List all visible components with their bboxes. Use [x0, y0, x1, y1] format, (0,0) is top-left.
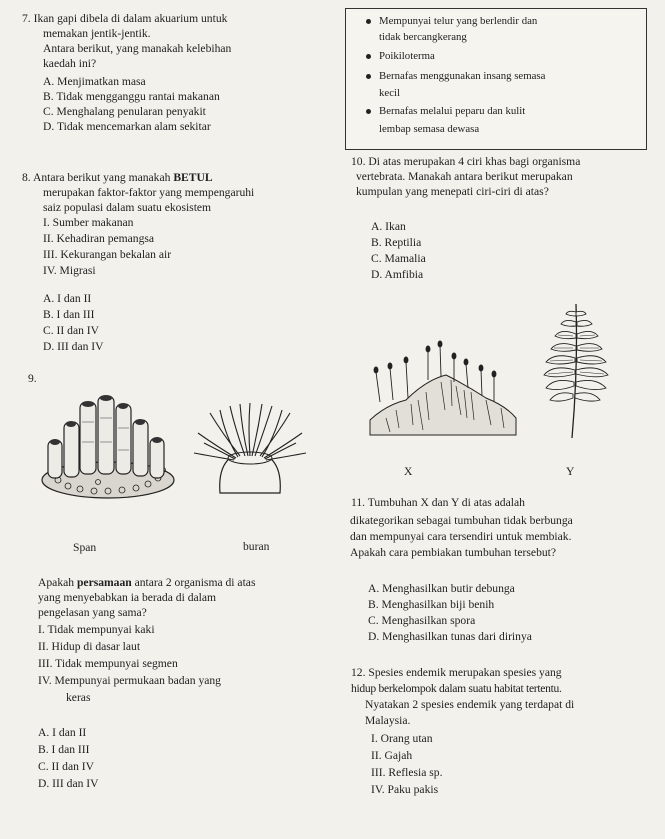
q8-item-1: I. Sumber makanan: [43, 216, 134, 229]
q7-option-a[interactable]: A. Menjimatkan masa: [43, 75, 146, 88]
q8-stem-line-3: saiz populasi dalam suatu ekosistem: [43, 201, 212, 214]
trait-1-text: Mempunyai telur yang berlendir dan: [379, 15, 538, 27]
sea-anemone-illustration: [190, 398, 310, 498]
label-plant-x: X: [404, 465, 413, 478]
q7-option-b[interactable]: B. Tidak mengganggu rantai makanan: [43, 90, 220, 103]
q11-option-c[interactable]: C. Menghasilkan spora: [368, 614, 476, 627]
q9-option-b[interactable]: B. I dan III: [38, 743, 90, 756]
q11-option-d[interactable]: D. Menghasilkan tunas dari dirinya: [368, 630, 532, 643]
label-span: Span: [73, 541, 97, 554]
q7-stem-line-1: 7. Ikan gapi dibela di dalam akuarium untuk: [22, 12, 228, 25]
fern-plant-y-illustration: [540, 300, 614, 440]
trait-1: [366, 14, 537, 28]
q7-stem-line-4: kaedah ini?: [43, 57, 97, 70]
q7-option-d[interactable]: D. Tidak mencemarkan alam sekitar: [43, 120, 211, 133]
trait-4-text: Bernafas melalui peparu dan kulit: [379, 105, 526, 117]
q10-stem-line-3: kumpulan yang menepati ciri-ciri di atas?: [356, 185, 549, 198]
q9-option-c[interactable]: C. II dan IV: [38, 760, 95, 773]
q7-option-c[interactable]: C. Menghalang penularan penyakit: [43, 105, 206, 118]
q8-item-2: II. Kehadiran pemangsa: [43, 232, 155, 245]
q9-option-d[interactable]: D. III dan IV: [38, 777, 99, 790]
moss-plant-x-illustration: [366, 340, 520, 440]
trait-1-cont: tidak bercangkerang: [379, 31, 467, 43]
q8-stem-line-1: 8. Antara berikut yang manakah BETUL: [22, 171, 213, 184]
q10-option-d[interactable]: D. Amfibia: [371, 268, 424, 281]
q10-stem-line-1: 10. Di atas merupakan 4 ciri khas bagi organisma: [351, 155, 581, 168]
emphasis-text: BETUL: [173, 171, 213, 184]
q8-option-a[interactable]: A. I dan II: [43, 292, 92, 305]
vertebrate-traits-box: [345, 8, 647, 150]
q11-option-a[interactable]: A. Menghasilkan butir debunga: [368, 582, 515, 595]
q10-option-c[interactable]: C. Mamalia: [371, 252, 426, 265]
trait-2: [366, 49, 435, 63]
trait-4: [366, 104, 525, 118]
q11-option-b[interactable]: B. Menghasilkan biji benih: [368, 598, 495, 611]
q12-item-2: II. Gajah: [371, 749, 413, 762]
q10-option-a[interactable]: A. Ikan: [371, 220, 406, 233]
q12-stem-line-2: hidup berkelompok dalam suatu habitat tertentu.: [351, 682, 562, 695]
q8-option-c[interactable]: C. II dan IV: [43, 324, 100, 337]
trait-4-cont: lembap semasa dewasa: [379, 123, 480, 135]
q9-option-a[interactable]: A. I dan II: [38, 726, 87, 739]
q9-stem-line-2: yang menyebabkan ia berada di dalam: [38, 591, 217, 604]
q11-stem-line-1: 11. Tumbuhan X dan Y di atas adalah: [351, 496, 525, 509]
trait-3-text: Bernafas menggunakan insang semasa: [379, 70, 546, 82]
q9-item-2: II. Hidup di dasar laut: [38, 640, 141, 653]
q11-stem-line-4: Apakah cara pembiakan tumbuhan tersebut?: [350, 546, 557, 559]
q8-option-b[interactable]: B. I dan III: [43, 308, 95, 321]
q9-number: 9.: [28, 372, 37, 385]
q12-item-1: I. Orang utan: [371, 732, 433, 745]
q9-item-4: IV. Mempunyai permukaan badan yang: [38, 674, 221, 687]
q10-option-b[interactable]: B. Reptilia: [371, 236, 422, 249]
q12-item-3: III. Reflesia sp.: [371, 766, 443, 779]
bullet-icon: [366, 19, 371, 24]
q8-item-4: IV. Migrasi: [43, 264, 96, 277]
q9-stem-text: Apakah persamaan antara 2 organisma di atas: [38, 576, 256, 589]
q10-stem-line-2: vertebrata. Manakah antara berikut merupakan: [356, 170, 573, 183]
label-buran: buran: [243, 540, 270, 553]
q9-item-4-cont: keras: [66, 691, 91, 704]
label-plant-y: Y: [566, 465, 575, 478]
trait-3-cont: kecil: [379, 87, 400, 99]
q9-item-3: III. Tidak mempunyai segmen: [38, 657, 178, 670]
bullet-icon: [366, 54, 371, 59]
sponge-illustration: [38, 392, 178, 502]
q9-stem-line-1: [38, 576, 255, 590]
q7-stem-line-3: Antara berikut, yang manakah kelebihan: [43, 42, 232, 55]
q12-stem-line-1: 12. Spesies endemik merupakan spesies yang: [351, 666, 562, 679]
q9-item-1: I. Tidak mempunyai kaki: [38, 623, 155, 636]
bullet-icon: [366, 109, 371, 114]
q12-stem-line-4: Malaysia.: [365, 714, 411, 727]
trait-2-text: Poikiloterma: [379, 50, 435, 62]
q12-item-4: IV. Paku pakis: [371, 783, 439, 796]
q12-stem-line-3: Nyatakan 2 spesies endemik yang terdapat di: [365, 698, 575, 711]
q8-option-d[interactable]: D. III dan IV: [43, 340, 104, 353]
trait-3: [366, 69, 545, 83]
q11-stem-line-2: dikategorikan sebagai tumbuhan tidak berbunga: [350, 514, 573, 527]
emphasis-text: persamaan: [76, 576, 132, 589]
bullet-icon: [366, 74, 371, 79]
q8-stem-line-2: merupakan faktor-faktor yang mempengaruhi: [43, 186, 255, 199]
q8-item-3: III. Kekurangan bekalan air: [43, 248, 172, 261]
q9-stem-line-3: pengelasan yang sama?: [38, 606, 147, 619]
q11-stem-line-3: dan mempunyai cara tersendiri untuk membiak.: [350, 530, 572, 543]
q7-stem-line-2: memakan jentik-jentik.: [43, 27, 151, 40]
